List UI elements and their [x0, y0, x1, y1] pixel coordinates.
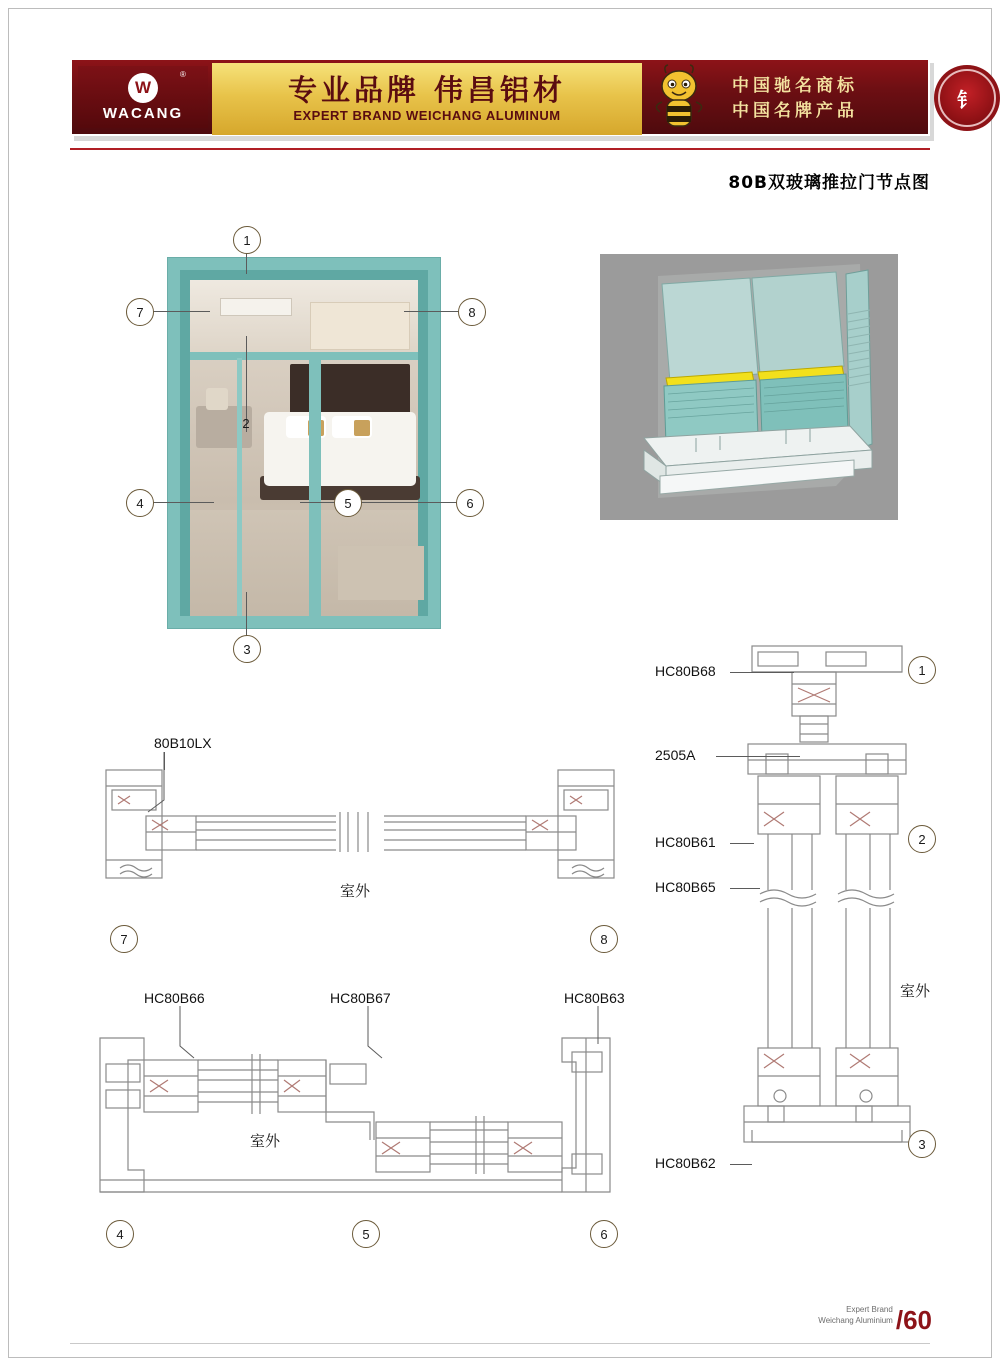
render-3d-svg — [600, 254, 898, 520]
callout-photo-3: 3 — [233, 635, 261, 663]
brand-claims — [732, 68, 932, 130]
mascot-bee-icon — [648, 64, 710, 134]
leader-hc80b63 — [588, 1006, 618, 1056]
photo-cushion-right — [354, 420, 370, 436]
callout-photo-6: 6 — [456, 489, 484, 517]
leader-line-6 — [360, 502, 460, 503]
leader-line-7 — [152, 311, 210, 312]
leader-hc80b65 — [730, 888, 760, 889]
banner-inner — [70, 58, 977, 136]
photo-transom-rail — [190, 352, 418, 360]
slogan-panel — [212, 63, 642, 135]
outdoor-label-top: 室外 — [340, 882, 371, 900]
photo-meeting-stile — [309, 358, 321, 616]
part-label-hc80b68: HC80B68 — [655, 663, 716, 679]
part-label-hc80b66: HC80B66 — [144, 990, 205, 1006]
header-divider — [70, 148, 930, 150]
photo-fixed-stile — [237, 358, 242, 616]
page-title: 80B双玻璃推拉门节点图 — [728, 173, 930, 193]
leader-line-8 — [404, 311, 462, 312]
award-seal-icon: 钅 — [938, 69, 996, 127]
leader-hc80b61 — [730, 843, 754, 844]
slogan-cn: 专业品牌 伟昌铝材 — [287, 72, 567, 107]
registered-icon: ® — [180, 70, 186, 79]
callout-section-2: 2 — [908, 825, 936, 853]
part-label-hc80b63: HC80B63 — [564, 990, 625, 1006]
photo-headboard-upper — [310, 302, 410, 350]
leader-line-3 — [246, 592, 247, 636]
leader-80b10lx — [140, 752, 180, 822]
outdoor-label-right: 室外 — [900, 982, 931, 1000]
page-number-value: 60 — [903, 1305, 932, 1335]
part-label-hc80b65: HC80B65 — [655, 879, 716, 895]
photo-ac-unit — [220, 298, 292, 316]
photo-frame-inner — [180, 270, 428, 616]
product-photo — [168, 258, 440, 628]
logo-wordmark: WACANG — [102, 104, 184, 122]
photo-lamp — [206, 388, 228, 410]
part-label-80b10lx: 80B10LX — [154, 735, 212, 751]
callout-photo-1: 1 — [233, 226, 261, 254]
callout-section-1: 1 — [908, 656, 936, 684]
callout-section-4: 4 — [106, 1220, 134, 1248]
callout-photo-5: 5 — [334, 489, 362, 517]
footer-line-2: Weichang Aluminium — [818, 1316, 893, 1325]
leader-line-4 — [152, 502, 214, 503]
page-number — [896, 1305, 932, 1336]
leader-hc80b68 — [730, 672, 794, 673]
leader-hc80b62 — [730, 1164, 752, 1165]
leader-hc80b66 — [160, 1006, 200, 1066]
footer — [818, 1305, 932, 1336]
claim-line-1: 中国驰名商标 — [732, 76, 858, 97]
part-label-hc80b67: HC80B67 — [330, 990, 391, 1006]
slogan-en: EXPERT BRAND WEICHANG ALUMINUM — [293, 108, 561, 124]
claim-line-2: 中国名牌产品 — [732, 101, 858, 121]
footer-divider — [70, 1343, 930, 1344]
leader-hc80b67 — [348, 1006, 388, 1066]
outdoor-label-bottom: 室外 — [250, 1132, 281, 1150]
brand-logo — [78, 66, 208, 128]
footer-line-1: Expert Brand — [846, 1305, 893, 1315]
part-label-hc80b62: HC80B62 — [655, 1155, 716, 1171]
callout-photo-8: 8 — [458, 298, 486, 326]
callout-section-8: 8 — [590, 925, 618, 953]
photo-upper-light — [190, 280, 418, 352]
part-label-hc80b61: HC80B61 — [655, 834, 716, 850]
leader-2505a — [716, 756, 800, 757]
callout-photo-7: 7 — [126, 298, 154, 326]
logo-mark-icon: W — [128, 73, 158, 103]
page-prefix: / — [895, 1305, 904, 1335]
callout-section-6: 6 — [590, 1220, 618, 1248]
photo-rug — [338, 546, 424, 600]
header-banner — [70, 58, 977, 136]
callout-photo-2: 2 — [242, 415, 250, 431]
callout-section-5: 5 — [352, 1220, 380, 1248]
callout-section-7: 7 — [110, 925, 138, 953]
callout-photo-4: 4 — [126, 489, 154, 517]
corner-render-3d — [600, 254, 898, 520]
photo-room-view — [190, 358, 418, 616]
callout-section-3: 3 — [908, 1130, 936, 1158]
part-label-2505a: 2505A — [655, 747, 696, 763]
